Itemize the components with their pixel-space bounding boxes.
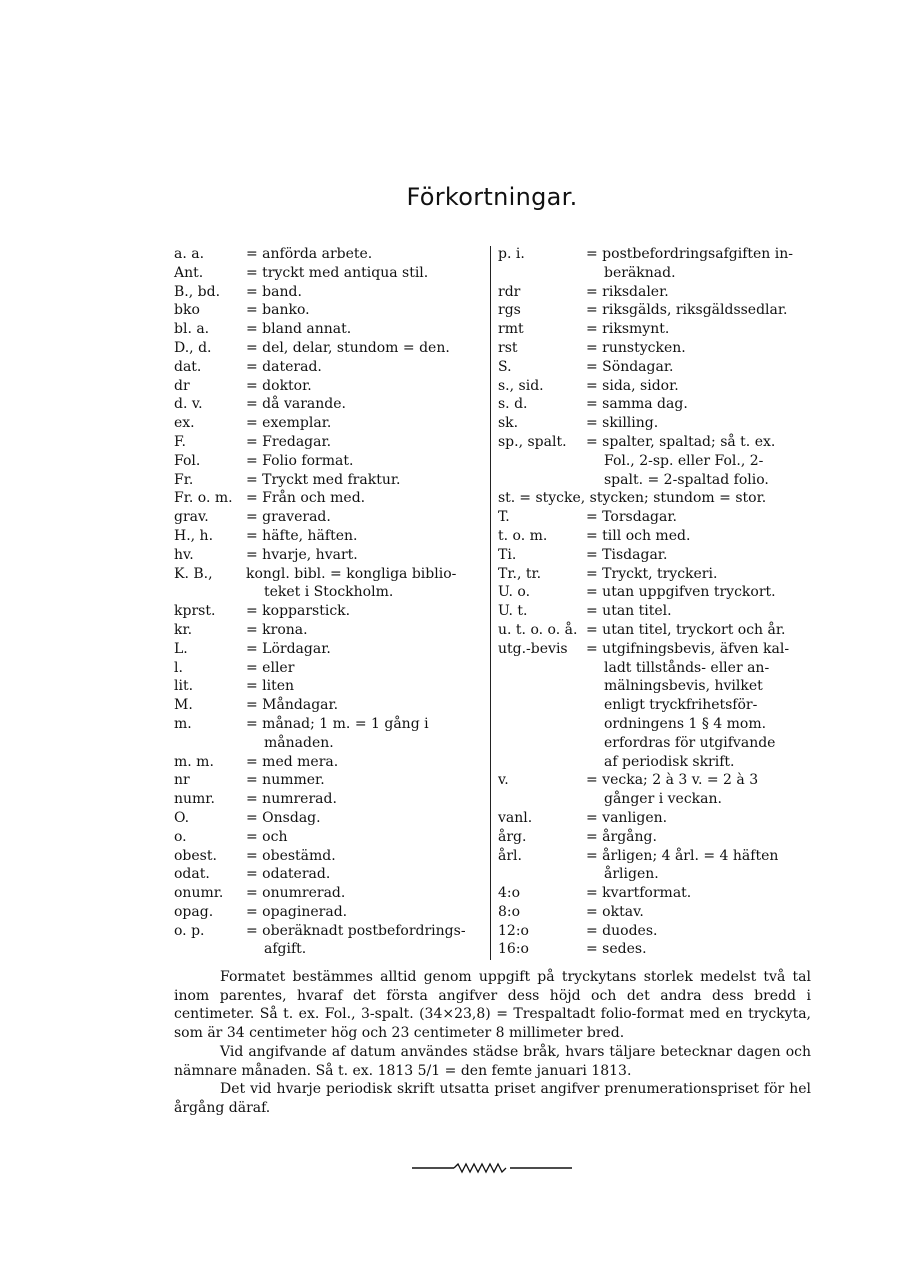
definition-line: = sedes. [586,941,647,958]
definition [586,395,811,414]
definition [246,245,486,264]
abbreviation-entry [174,809,486,828]
abbreviation: årl. [498,847,522,864]
abbreviation-entry [174,471,486,490]
abbreviation: O. [174,809,190,826]
abbreviation: st. [498,490,516,507]
abbreviation-entry [174,677,486,696]
definition-line: = Tisdagar. [586,546,668,563]
definition-line: = då varande. [246,396,346,413]
definition-line: = skilling. [586,415,659,432]
abbreviation: K. B., [174,565,213,582]
abbreviation: dat. [174,358,202,375]
definition [246,565,486,603]
abbreviation: rdr [498,283,521,300]
abbreviation: rmt [498,321,524,338]
definition [246,320,486,339]
definition-line: = anförda arbete. [246,246,373,262]
abbreviation: rst [498,339,518,356]
definition-line: gånger i veckan. [604,791,722,808]
abbreviation-entry [498,395,811,414]
definition-line: af periodisk skrift. [604,753,735,770]
abbreviation: m. m. [174,753,214,770]
abbreviation-entry [498,809,811,828]
definition-line: teket i Stockholm. [264,584,394,601]
definition [586,508,811,527]
definition [246,283,486,302]
abbreviation: onumr. [174,885,224,902]
definition [246,828,486,847]
definition [586,414,811,433]
abbreviation: sk. [498,415,519,432]
abbreviation: bko [174,302,200,319]
definition [586,621,811,640]
definition-line: = årligen; 4 årl. = 4 häften [586,847,779,864]
definition [246,847,486,866]
abbreviation-entry [498,940,811,959]
abbreviation: d. v. [174,396,203,413]
abbreviation-entry [174,301,486,320]
definition-line: = oktav. [586,903,644,920]
abbreviation: kr. [174,621,193,638]
abbreviation-entry [498,527,811,546]
abbreviation-entry [174,358,486,377]
abbreviation: bl. a. [174,321,210,338]
abbreviation-entry [174,865,486,884]
definition-line: = till och med. [586,527,691,544]
definition [246,377,486,396]
abbreviation-entry [498,339,811,358]
abbreviation-entry [174,245,486,264]
definition-line: = bland annat. [246,321,352,338]
abbreviation-entry [174,621,486,640]
abbreviation-entry [174,283,486,302]
abbreviation-entry [498,245,811,283]
definition [586,358,811,377]
definition-line: = vanligen. [586,809,668,826]
definition-line: = exemplar. [246,415,332,432]
definition-line: spalt. = 2-spaltad folio. [604,471,769,488]
definition-line: = band. [246,283,302,300]
definition [586,640,811,772]
definition-line: = riksmynt. [586,321,670,338]
definition-line: afgift. [264,941,307,958]
definition-line: = hvarje, hvart. [246,546,358,563]
definition-line: = månad; 1 m. = 1 gång i [246,715,429,732]
definition-line: = Tryckt, tryckeri. [586,565,718,582]
definition-line: kongl. bibl. = kongliga biblio- [246,565,457,582]
definition [246,395,486,414]
definition-line: = riksgälds, riksgäldssedlar. [586,302,788,319]
abbreviation-entry [498,358,811,377]
abbreviation-entry [174,828,486,847]
definition-line: = runstycken. [586,339,686,356]
definition [586,245,811,283]
abbreviation: nr [174,772,190,789]
abbreviation: opag. [174,903,214,920]
abbreviation: Ant. [174,264,204,281]
definition-line: = med mera. [246,753,339,770]
abbreviation-entry [498,565,811,584]
abbreviation-entry [498,903,811,922]
definition-line: = tryckt med antiqua stil. [246,264,429,281]
abbreviation: p. i. [498,246,525,262]
definition [246,602,486,621]
definition-line: = utgifningsbevis, äfven kal- [586,640,790,657]
definition-line: = Måndagar. [246,697,339,714]
definition-line: = eller [246,659,295,676]
definition [246,358,486,377]
abbreviation-list-left [174,245,486,959]
abbreviation: a. a. [174,246,205,262]
definition-line: = riksdaler. [586,283,669,300]
abbreviation-entry [498,583,811,602]
definition-line: = Lördagar. [246,640,331,657]
abbreviation: o. [174,828,187,845]
column-divider [490,246,491,960]
definition [246,452,486,471]
abbreviation-entry [174,696,486,715]
definition-line: beräknad. [604,264,676,281]
definition [246,339,486,358]
definition-line: = onumrerad. [246,885,346,902]
definition [246,753,486,772]
definition [586,433,811,489]
definition [586,771,811,809]
abbreviation: kprst. [174,603,216,620]
definition-line: = årgång. [586,828,657,845]
abbreviation-entry [174,414,486,433]
abbreviation: Fr. o. m. [174,490,233,507]
abbreviation-entry [498,546,811,565]
definition [586,940,811,959]
definition-line: = kopparstick. [246,603,351,620]
abbreviation: U. o. [498,584,531,601]
abbreviation: U. t. [498,603,528,620]
definition [586,565,811,584]
definition-line: mälningsbevis, hvilket [604,678,763,695]
abbreviation: utg.-bevis [498,640,568,657]
abbreviation-entry [174,884,486,903]
abbreviation-entry [174,489,486,508]
definition-line: årligen. [604,866,659,883]
abbreviation: s. d. [498,396,528,413]
abbreviation-entry [174,320,486,339]
definition-line: = Söndagar. [586,358,674,375]
abbreviation-entry [174,753,486,772]
abbreviation: S. [498,358,512,375]
abbreviation-entry [174,790,486,809]
abbreviation: Fr. [174,471,194,488]
abbreviation-entry [174,922,486,960]
abbreviation-entry [174,771,486,790]
abbreviation: m. [174,715,192,732]
definition [586,583,811,602]
abbreviation: obest. [174,847,217,864]
definition [246,414,486,433]
abbreviation-entry [498,847,811,885]
abbreviation-entry [174,452,486,471]
abbreviation-entry [174,903,486,922]
abbreviation-entry [174,659,486,678]
abbreviation-entry [498,377,811,396]
definition [246,790,486,809]
definition-line: = Torsdagar. [586,509,677,526]
abbreviation-entry [174,508,486,527]
definition-line: = liten [246,678,295,695]
definition-line: = sida, sidor. [586,377,679,394]
abbreviation: grav. [174,509,209,526]
definition [246,489,486,508]
abbreviation-entry [498,489,811,508]
definition-line: = opaginerad. [246,903,348,920]
definition [246,433,486,452]
abbreviation-entry [498,433,811,489]
definition [586,903,811,922]
abbreviation-entry [174,377,486,396]
definition-line: = nummer. [246,772,325,789]
definition [246,546,486,565]
abbreviation-entry [498,922,811,941]
definition [246,809,486,828]
abbreviation-entry [174,565,486,603]
definition [586,377,811,396]
definition [246,922,486,960]
definition [586,828,811,847]
definition [246,715,486,753]
definition-line: = odaterad. [246,866,331,883]
definition-line: ladt tillstånds- eller an- [604,659,770,676]
ornament-divider [412,1160,572,1176]
abbreviation: o. p. [174,922,205,939]
definition-line: = utan uppgifven tryckort. [586,584,776,601]
definition [246,508,486,527]
definition-line: = numrerad. [246,791,337,808]
abbreviation: 16:o [498,941,529,958]
abbreviation: s., sid. [498,377,544,394]
abbreviation: L. [174,640,188,657]
definition [519,489,811,508]
abbreviation: ex. [174,415,195,432]
abbreviation: numr. [174,791,215,808]
abbreviation: dr [174,377,190,394]
definition [586,283,811,302]
abbreviation-entry [174,264,486,283]
abbreviation: B., bd. [174,283,221,300]
definition-line: = vecka; 2 à 3 v. = 2 à 3 [586,772,759,789]
definition-line: = samma dag. [586,396,688,413]
definition [246,640,486,659]
definition [246,696,486,715]
abbreviation-entry [174,339,486,358]
abbreviation: Fol. [174,452,201,469]
abbreviation-entry [174,433,486,452]
abbreviation: vanl. [498,809,533,826]
abbreviation: hv. [174,546,194,563]
definition-line: ordningens 1 § 4 mom. [604,715,767,732]
abbreviation: l. [174,659,183,676]
abbreviation-entry [498,320,811,339]
abbreviation: odat. [174,866,210,883]
abbreviation: M. [174,697,193,714]
definition-line: = Onsdag. [246,809,321,826]
definition [586,847,811,885]
definition [246,659,486,678]
definition [246,621,486,640]
definition [246,471,486,490]
abbreviation: 4:o [498,885,521,902]
definition [586,527,811,546]
abbreviation: lit. [174,678,194,695]
definition [246,264,486,283]
definition-line: enligt tryckfrihetsför- [604,697,758,714]
abbreviation-entry [174,847,486,866]
abbreviation-list-right [498,245,811,959]
abbreviation-entry [174,527,486,546]
definition [246,903,486,922]
explanatory-notes [174,968,811,1118]
abbreviation: F. [174,433,186,450]
definition-line: = häfte, häften. [246,527,358,544]
definition [586,320,811,339]
definition-line: = Tryckt med fraktur. [246,471,401,488]
definition-line: = doktor. [246,377,312,394]
abbreviation-entry [498,884,811,903]
definition-line: = krona. [246,621,308,638]
definition-line: = stycke, stycken; stundom = stor. [519,490,767,507]
definition-line: = obestämd. [246,847,336,864]
definition-line: = daterad. [246,358,322,375]
definition-line: = kvartformat. [586,885,692,902]
definition-line: erfordras för utgifvande [604,734,776,751]
page-title: Förkortningar. [406,183,578,211]
note-format: Formatet bestämmes alltid genom uppgift på tryckytans storlek medelst två tal inom parentes, hvaraf det första angifver dess höjd och det andra dess bredd i centimeter. Så t. ex. Fol., 3-spalt. (34×23,8) = Trespaltadt folio-format med en tryckyta, som är 34 centimeter hög och 23 centimeter 8 millimeter bred. [174,969,811,1042]
abbreviation: D., d. [174,339,212,356]
abbreviation-entry [498,771,811,809]
definition [586,884,811,903]
definition-line: Fol., 2-sp. eller Fol., 2- [604,452,764,469]
abbreviation: Tr., tr. [498,565,542,582]
abbreviation: Ti. [498,546,517,563]
definition-line: = graverad. [246,509,331,526]
abbreviation-entry [174,395,486,414]
abbreviation-entry [498,414,811,433]
definition [246,677,486,696]
abbreviation-entry [498,508,811,527]
definition-line: = Från och med. [246,490,366,507]
abbreviation: v. [498,772,509,789]
abbreviation-entry [498,640,811,772]
definition-line: = utan titel, tryckort och år. [586,621,786,638]
definition [586,339,811,358]
abbreviation-entry [498,602,811,621]
definition-line: = spalter, spaltad; så t. ex. [586,433,776,450]
abbreviation: 8:o [498,903,521,920]
definition [586,301,811,320]
definition-line: = och [246,828,288,845]
definition-line: = Folio format. [246,452,354,469]
abbreviation: 12:o [498,922,529,939]
abbreviation-entry [174,602,486,621]
abbreviation-entry [174,715,486,753]
abbreviation: u. t. o. o. å. [498,621,578,638]
definition-line: = oberäknadt postbefordrings- [246,922,466,939]
definition [246,865,486,884]
abbreviation: H., h. [174,527,214,544]
definition [246,301,486,320]
abbreviation-entry [498,621,811,640]
definition-line: = utan titel. [586,603,672,620]
definition-line: = banko. [246,302,310,319]
abbreviation: rgs [498,302,521,319]
definition-line: = postbefordringsafgiften in- [586,246,793,262]
abbreviation-entry [498,283,811,302]
abbreviation-entry [174,640,486,659]
note-dates: Vid angifvande af datum användes städse bråk, hvars täljare betecknar dagen och nämnare månaden. Så t. ex. 1813 5/1 = den femte januari 1813. [174,1043,811,1079]
definition [246,527,486,546]
definition [246,884,486,903]
abbreviation-entry [498,828,811,847]
definition [586,546,811,565]
abbreviation-entry [174,546,486,565]
abbreviation: t. o. m. [498,527,548,544]
definition [586,922,811,941]
definition [586,602,811,621]
definition-line: = del, delar, stundom = den. [246,339,450,356]
definition-line: = duodes. [586,922,658,939]
abbreviation: T. [498,509,510,526]
definition [586,809,811,828]
definition-line: månaden. [264,734,334,751]
definition [246,771,486,790]
abbreviation: årg. [498,828,527,845]
note-price: Det vid hvarje periodisk skrift utsatta priset angifver prenumerationspriset för hel årgång däraf. [174,1081,811,1116]
abbreviation-entry [498,301,811,320]
abbreviation: sp., spalt. [498,433,567,450]
definition-line: = Fredagar. [246,433,332,450]
